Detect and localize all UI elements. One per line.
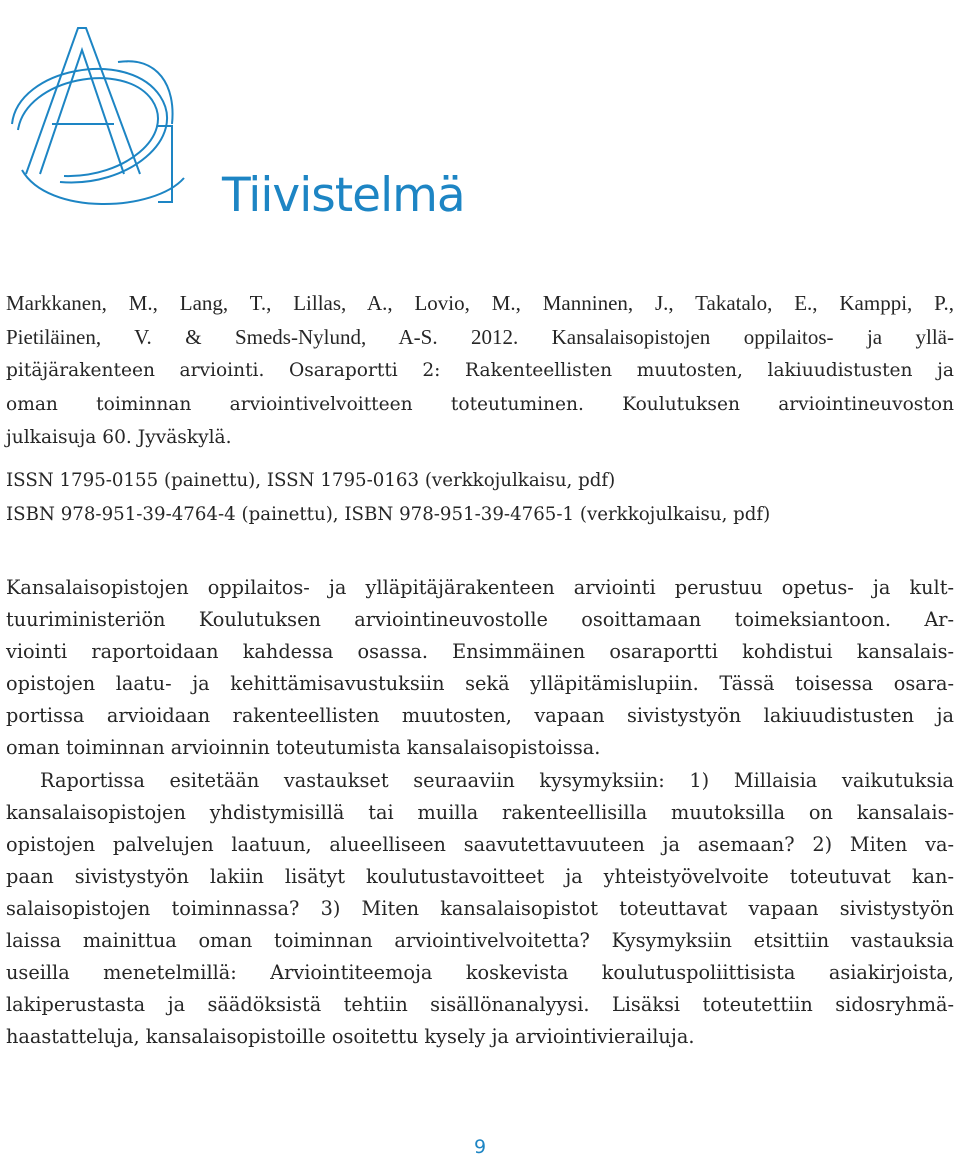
body-line: tuuriministeriön Koulutuksen arviointineuvostolle osoittamaan toimeksiantoon. Ar- — [6, 608, 954, 632]
body-line: portissa arvioidaan rakenteellisten muutosten, vapaan sivistystyön lakiuudistusten ja — [6, 704, 954, 728]
page-number: 9 — [473, 1136, 487, 1158]
body-line: oman toiminnan arvioinnin toteutumista kansalaisopistoissa. — [6, 736, 601, 760]
body-line: kansalaisopistojen yhdistymisillä tai muilla rakenteellisilla muutoksilla on kansalais- — [6, 800, 954, 824]
body-line: useilla menetelmillä: Arviointiteemoja koskevista koulutuspoliittisista asiakirjoista, — [6, 961, 954, 985]
body-line: Kansalaisopistojen oppilaitos- ja ylläpitäjärakenteen arviointi perustuu opetus- ja kult- — [6, 576, 954, 599]
abstract-body — [6, 572, 954, 1053]
body-line: laissa mainittua oman toiminnan arviointivelvoitetta? Kysymyksiin etsittiin vastauksia — [6, 929, 954, 953]
abstract-paragraph-2 — [6, 765, 954, 1054]
reference-line: Markkanen, M., Lang, T., Lillas, A., Lovio, M., Manninen, J., Takatalo, E., Kamppi, P., — [6, 291, 954, 315]
body-line: opistojen laatu- ja kehittämisavustuksiin sekä ylläpitämislupiin. Tässä toisessa osara- — [6, 672, 954, 696]
reference-line: julkaisuja 60. Jyväskylä. — [6, 427, 232, 449]
issn-line: ISSN 1795-0155 (painettu), ISSN 1795-0163 (verkkojulkaisu, pdf) — [6, 470, 616, 491]
isbn-line: ISBN 978-951-39-4764-4 (painettu), ISBN 978-951-39-4765-1 (verkkojulkaisu, pdf) — [6, 503, 771, 525]
body-line: paan sivistystyön lakiin lisätyt koulutustavoitteet ja yhteistyövelvoite toteutuvat kan- — [6, 864, 954, 888]
reference-line: pitäjärakenteen arviointi. Osaraportti 2: Rakenteellisten muutosten, lakiuudistusten ja — [6, 360, 954, 382]
reference-line: Pietiläinen, V. & Smeds-Nylund, A-S. 2012. Kansalaisopistojen oppilaitos- ja yllä- — [6, 324, 954, 349]
body-line: opistojen palvelujen laatuun, alueelliseen saavutettavuuteen ja asemaan? 2) Miten va- — [6, 832, 954, 856]
bibliographic-reference — [6, 287, 954, 455]
reference-line: oman toiminnan arviointivelvoitteen toteutuminen. Koulutuksen arviointineuvoston — [6, 393, 954, 415]
body-line: haastatteluja, kansalaisopistoille osoitettu kysely ja arviointivierailuja. — [6, 1025, 695, 1049]
page-title: Tiivistelmä — [222, 168, 465, 223]
publication-identifiers — [6, 464, 954, 531]
letter-a-logo-icon — [8, 6, 208, 206]
body-line: Raportissa esitetään vastaukset seuraaviin kysymyksiin: 1) Millaisia vaikutuksia — [40, 768, 954, 792]
body-line: lakiperustasta ja säädöksistä tehtiin sisällönanalyysi. Lisäksi toteutettiin sidosryhmä- — [6, 993, 954, 1017]
abstract-paragraph-1 — [6, 572, 954, 765]
body-line: viointi raportoidaan kahdessa osassa. Ensimmäinen osaraportti kohdistui kansalais- — [6, 640, 954, 664]
body-line: salaisopistojen toiminnassa? 3) Miten kansalaisopistot toteuttavat vapaan sivistystyön — [6, 896, 954, 920]
